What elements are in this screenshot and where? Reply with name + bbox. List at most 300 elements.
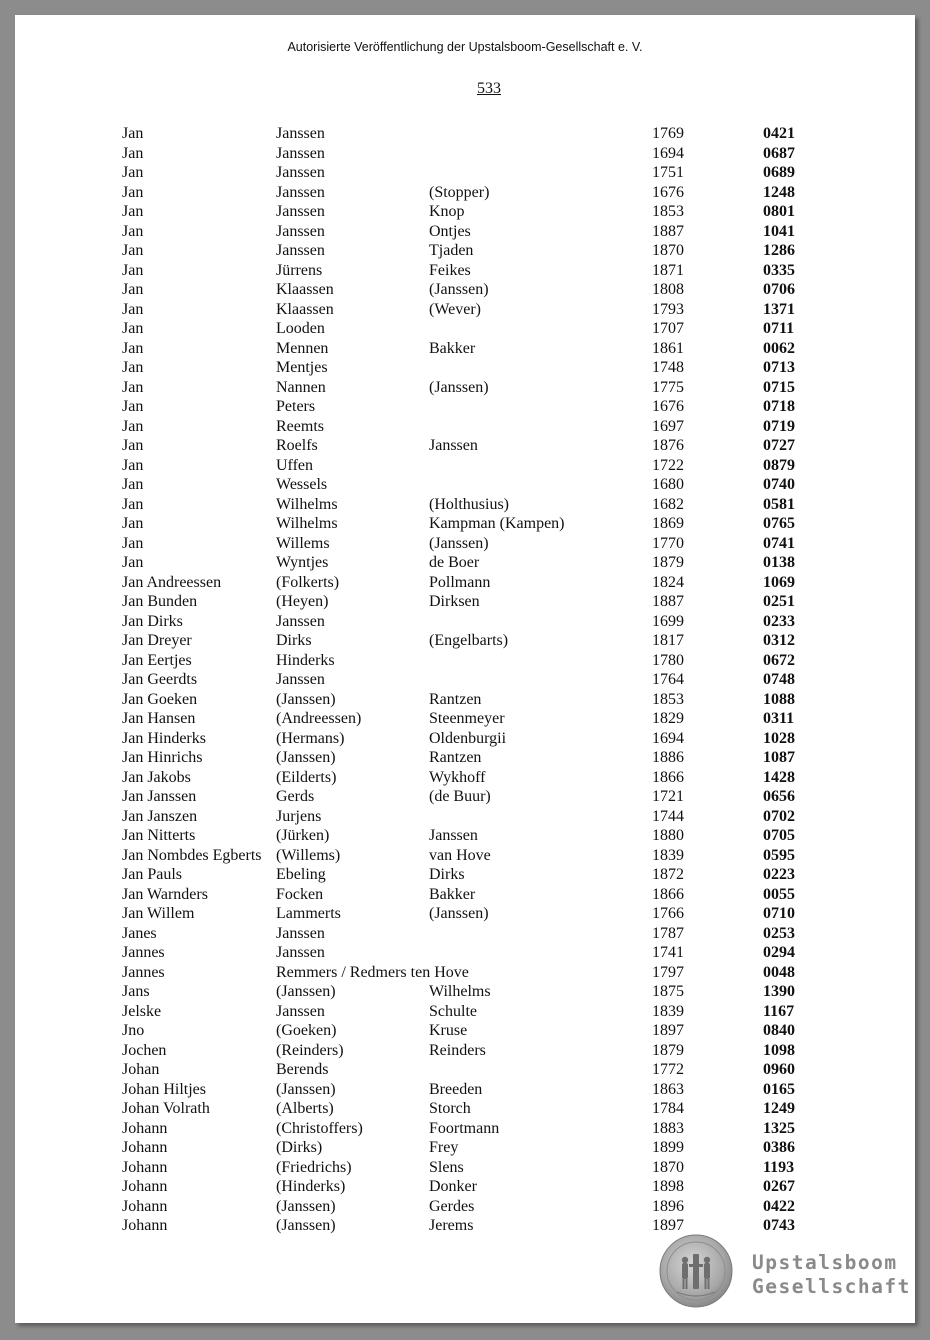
patronymic: Wyntjes: [276, 554, 329, 571]
given-name: Jan Pauls: [122, 866, 182, 883]
year: 1887: [652, 222, 684, 240]
given-name: Jans: [122, 983, 150, 1000]
record-number: 0706: [763, 281, 795, 298]
list-item: [0, 319, 930, 339]
list-item: [0, 1138, 930, 1158]
surname: (Janssen): [429, 281, 489, 298]
list-item: [0, 397, 930, 417]
year: 1764: [652, 671, 684, 688]
given-name: Jan Andreessen: [122, 573, 222, 591]
record-number: 1286: [763, 242, 795, 259]
list-item: [0, 904, 930, 924]
record-number: 0687: [763, 144, 795, 162]
patronymic: (Dirks): [276, 1139, 323, 1156]
given-name: Jan Dreyer: [122, 632, 192, 649]
patronymic: Janssen: [276, 944, 325, 961]
list-item: [0, 943, 930, 963]
surname: Wilhelms: [429, 983, 491, 1000]
record-number: 0705: [763, 827, 795, 844]
year: 1817: [652, 632, 684, 649]
patronymic: Ebeling: [276, 866, 326, 883]
patronymic: (Friedrichs): [276, 1158, 352, 1176]
publisher-header: Autorisierte Veröffentlichung der Upstalsboom-Gesellschaft e. V.: [287, 40, 643, 54]
surname: Janssen: [429, 827, 478, 844]
list-item: [0, 729, 930, 749]
list-item: [0, 768, 930, 788]
given-name: Jan Bunden: [122, 593, 198, 610]
surname: (Janssen): [429, 905, 489, 922]
list-item: [0, 280, 930, 300]
surname: Ontjes: [429, 222, 471, 240]
list-item: [0, 651, 930, 671]
record-number: 1193: [763, 1158, 795, 1176]
patronymic: (Janssen): [276, 1217, 336, 1234]
patronymic: (Christoffers): [276, 1119, 363, 1137]
given-name: Johann: [122, 1158, 168, 1176]
year: 1897: [652, 1022, 684, 1039]
patronymic: Peters: [276, 398, 316, 415]
patronymic: (Alberts): [276, 1100, 334, 1117]
record-number: 0421: [763, 125, 795, 142]
surname: Gerdes: [429, 1197, 475, 1215]
given-name: Jan: [122, 183, 144, 201]
surname: Oldenburgii: [429, 729, 507, 747]
record-number: 0233: [763, 612, 795, 630]
patronymic: Nannen: [276, 378, 326, 396]
list-item: [0, 1177, 930, 1197]
given-name: Jan Nitterts: [122, 827, 196, 844]
patronymic: Dirks: [276, 632, 312, 649]
surname: Pollmann: [429, 573, 491, 591]
record-number: 1371: [763, 300, 795, 318]
surname: Wykhoff: [429, 768, 486, 786]
surname: (Janssen): [429, 378, 489, 396]
year: 1829: [652, 710, 684, 727]
society-logo-text: [752, 1251, 911, 1299]
record-number: 1088: [763, 690, 795, 708]
list-item: [0, 124, 930, 144]
year: 1676: [652, 398, 684, 415]
surname: Foortmann: [429, 1119, 500, 1137]
list-item: [0, 553, 930, 573]
patronymic: (Reinders): [276, 1041, 344, 1059]
surname: Slens: [429, 1158, 464, 1176]
list-item: [0, 885, 930, 905]
given-name: Jochen: [122, 1041, 167, 1059]
list-item: [0, 300, 930, 320]
list-item: [0, 748, 930, 768]
year: 1880: [652, 827, 684, 844]
patronymic: (Jürken): [276, 827, 330, 844]
record-number: 0719: [763, 417, 795, 435]
given-name: Jan Janszen: [122, 807, 198, 825]
given-name: Jannes: [122, 963, 165, 981]
patronymic: Reemts: [276, 417, 324, 435]
year: 1887: [652, 593, 684, 610]
surname: Rantzen: [429, 690, 482, 708]
year: 1694: [652, 144, 684, 162]
list-item: [0, 514, 930, 534]
given-name: Jan Eertjes: [122, 651, 192, 669]
year: 1898: [652, 1178, 684, 1195]
year: 1697: [652, 417, 684, 435]
surname: Knop: [429, 203, 465, 220]
patronymic: Lammerts: [276, 905, 341, 922]
record-number: 1390: [763, 983, 795, 1000]
page-number: 533: [477, 80, 501, 97]
surname: Rantzen: [429, 749, 482, 766]
surname: van Hove: [429, 846, 491, 864]
patronymic: Klaassen: [276, 300, 334, 318]
list-item: [0, 222, 930, 242]
surname: Bakker: [429, 885, 476, 903]
surname: (Engelbarts): [429, 632, 509, 649]
patronymic: (Janssen): [276, 690, 336, 708]
patronymic: Gerds: [276, 788, 315, 805]
record-number: 1041: [763, 222, 795, 240]
list-item: [0, 573, 930, 593]
list-item: [0, 241, 930, 261]
given-name: Jan: [122, 398, 144, 415]
patronymic: (Hinderks): [276, 1178, 346, 1195]
patronymic: Janssen: [276, 242, 325, 259]
year: 1780: [652, 651, 684, 669]
given-name: Johann: [122, 1139, 168, 1156]
given-name: Jan: [122, 476, 144, 493]
patronymic: (Goeken): [276, 1022, 337, 1039]
year: 1775: [652, 378, 684, 396]
patronymic: (Janssen): [276, 1080, 336, 1098]
list-item: [0, 826, 930, 846]
record-number: 0311: [763, 710, 795, 727]
year: 1808: [652, 281, 684, 298]
year: 1793: [652, 300, 684, 318]
record-number: 0710: [763, 905, 795, 922]
record-number: 0267: [763, 1178, 795, 1195]
year: 1879: [652, 554, 684, 571]
year: 1721: [652, 788, 684, 805]
record-number: 0335: [763, 261, 795, 279]
record-number: 0801: [763, 203, 795, 220]
record-number: 0727: [763, 437, 795, 454]
year: 1766: [652, 905, 684, 922]
patronymic: (Janssen): [276, 1197, 336, 1215]
year: 1863: [652, 1080, 684, 1098]
surname: de Boer: [429, 554, 480, 571]
year: 1784: [652, 1100, 684, 1117]
patronymic: Janssen: [276, 144, 325, 162]
record-number: 1249: [763, 1100, 795, 1117]
list-item: [0, 456, 930, 476]
year: 1707: [652, 320, 684, 337]
list-item: [0, 1021, 930, 1041]
year: 1751: [652, 164, 684, 181]
record-number: 0253: [763, 924, 795, 942]
surname: Dirksen: [429, 593, 480, 610]
record-number: 0840: [763, 1022, 795, 1039]
list-item: [0, 924, 930, 944]
record-number: 1167: [763, 1002, 795, 1020]
list-item: [0, 982, 930, 1002]
year: 1824: [652, 573, 684, 591]
patronymic: (Janssen): [276, 983, 336, 1000]
given-name: Johan: [122, 1061, 160, 1078]
given-name: Jan: [122, 320, 144, 337]
year: 1722: [652, 456, 684, 474]
record-number: 0743: [763, 1217, 795, 1234]
given-name: Jan: [122, 495, 144, 513]
given-name: Jan: [122, 515, 144, 532]
year: 1876: [652, 437, 684, 454]
year: 1883: [652, 1119, 684, 1137]
given-name: Jan: [122, 554, 144, 571]
record-number: 1028: [763, 729, 795, 747]
year: 1741: [652, 944, 684, 961]
record-number: 1069: [763, 573, 795, 591]
patronymic: Janssen: [276, 924, 325, 942]
record-number: 0048: [763, 963, 795, 981]
year: 1694: [652, 729, 684, 747]
surname: Janssen: [429, 437, 478, 454]
surname: Dirks: [429, 866, 465, 883]
given-name: Jan: [122, 164, 144, 181]
surname: Donker: [429, 1178, 477, 1195]
given-name: Jan Hinrichs: [122, 749, 203, 766]
surname: Breeden: [429, 1080, 483, 1098]
given-name: Jan: [122, 203, 144, 220]
given-name: Jan Willem: [122, 905, 195, 922]
year: 1772: [652, 1061, 684, 1078]
patronymic: Wilhelms: [276, 515, 338, 532]
given-name: Johann: [122, 1178, 168, 1195]
surname: (Stopper): [429, 183, 490, 201]
record-number: 0711: [763, 320, 795, 337]
logo-line-2: Gesellschaft: [752, 1275, 911, 1298]
surname: Kruse: [429, 1022, 468, 1039]
patronymic: (Eilderts): [276, 768, 337, 786]
patronymic: (Folkerts): [276, 573, 340, 591]
record-number: 0689: [763, 164, 795, 181]
list-item: [0, 612, 930, 632]
record-number: 0960: [763, 1061, 795, 1078]
list-item: [0, 1216, 930, 1236]
patronymic: Focken: [276, 885, 324, 903]
patronymic: Remmers / Redmers ten Hove: [276, 963, 469, 981]
list-item: [0, 865, 930, 885]
list-item: [0, 1158, 930, 1178]
year: 1744: [652, 807, 684, 825]
record-number: 0702: [763, 807, 795, 825]
list-item: [0, 1119, 930, 1139]
record-number: 0581: [763, 495, 795, 513]
record-number: 0879: [763, 456, 795, 474]
list-item: [0, 690, 930, 710]
list-item: [0, 475, 930, 495]
record-number: 0713: [763, 359, 795, 376]
record-number: 0223: [763, 866, 795, 883]
logo-line-1: Upstalsboom: [752, 1251, 898, 1274]
patronymic: (Janssen): [276, 749, 336, 766]
patronymic: Roelfs: [276, 437, 318, 454]
year: 1866: [652, 885, 684, 903]
record-number: 0672: [763, 651, 795, 669]
list-item: [0, 592, 930, 612]
given-name: Jan Geerdts: [122, 671, 198, 688]
patronymic: Jürrens: [276, 261, 323, 279]
surname: Steenmeyer: [429, 710, 505, 727]
patronymic: Janssen: [276, 203, 325, 220]
surname: (Janssen): [429, 534, 489, 552]
list-item: [0, 1041, 930, 1061]
given-name: Jan: [122, 417, 144, 435]
year: 1861: [652, 339, 684, 357]
surname: Bakker: [429, 339, 476, 357]
record-number: 0741: [763, 534, 795, 552]
patronymic: Uffen: [276, 456, 314, 474]
year: 1839: [652, 1002, 684, 1020]
surname: (de Buur): [429, 788, 491, 805]
given-name: Jan Jakobs: [122, 768, 191, 786]
surname: Schulte: [429, 1002, 477, 1020]
given-name: Jan Hinderks: [122, 729, 206, 747]
record-number: 0422: [763, 1197, 795, 1215]
year: 1699: [652, 612, 684, 630]
record-number: 0062: [763, 339, 795, 357]
record-number: 1428: [763, 768, 795, 786]
given-name: Jan: [122, 222, 144, 240]
year: 1853: [652, 690, 684, 708]
list-item: [0, 261, 930, 281]
year: 1896: [652, 1197, 684, 1215]
record-number: 0595: [763, 846, 795, 864]
given-name: Jan: [122, 534, 144, 552]
list-item: [0, 495, 930, 515]
genealogy-list: [0, 124, 930, 1236]
year: 1879: [652, 1041, 684, 1059]
record-number: 0748: [763, 671, 795, 688]
record-number: 0055: [763, 885, 795, 903]
year: 1870: [652, 1158, 684, 1176]
list-item: [0, 787, 930, 807]
patronymic: Berends: [276, 1061, 329, 1078]
patronymic: Janssen: [276, 222, 325, 240]
record-number: 1248: [763, 183, 795, 201]
list-item: [0, 534, 930, 554]
given-name: Jan: [122, 300, 144, 318]
list-item: [0, 202, 930, 222]
record-number: 0765: [763, 515, 795, 532]
year: 1839: [652, 846, 684, 864]
surname: Frey: [429, 1139, 459, 1156]
year: 1853: [652, 203, 684, 220]
patronymic: Willems: [276, 534, 330, 552]
patronymic: Klaassen: [276, 281, 334, 298]
patronymic: Janssen: [276, 1002, 325, 1020]
list-item: [0, 417, 930, 437]
list-item: [0, 339, 930, 359]
list-item: [0, 631, 930, 651]
list-item: [0, 358, 930, 378]
given-name: Jan: [122, 339, 144, 357]
society-seal-icon: [659, 1234, 733, 1308]
surname: Kampman (Kampen): [429, 515, 565, 532]
year: 1797: [652, 963, 684, 981]
patronymic: Janssen: [276, 164, 325, 181]
given-name: Johan Volrath: [122, 1100, 210, 1117]
given-name: Jan: [122, 359, 144, 376]
given-name: Jan Janssen: [122, 788, 197, 805]
record-number: 0715: [763, 378, 795, 396]
year: 1897: [652, 1217, 684, 1234]
patronymic: (Andreessen): [276, 710, 362, 727]
year: 1875: [652, 983, 684, 1000]
year: 1872: [652, 866, 684, 883]
patronymic: Jurjens: [276, 807, 322, 825]
given-name: Jan: [122, 261, 144, 279]
year: 1680: [652, 476, 684, 493]
list-item: [0, 1060, 930, 1080]
given-name: Jan: [122, 281, 144, 298]
surname: (Wever): [429, 300, 482, 318]
record-number: 0138: [763, 554, 795, 571]
given-name: Johan Hiltjes: [122, 1080, 206, 1098]
given-name: Jno: [122, 1022, 145, 1039]
year: 1787: [652, 924, 684, 942]
record-number: 0294: [763, 944, 795, 961]
list-item: [0, 163, 930, 183]
list-item: [0, 144, 930, 164]
record-number: 1098: [763, 1041, 795, 1059]
surname: Reinders: [429, 1041, 486, 1059]
record-number: 0386: [763, 1139, 795, 1156]
record-number: 0165: [763, 1080, 795, 1098]
given-name: Jan: [122, 378, 144, 396]
list-item: [0, 1002, 930, 1022]
year: 1870: [652, 242, 684, 259]
year: 1886: [652, 749, 684, 766]
given-name: Jan Nombdes Egberts: [122, 846, 262, 864]
record-number: 1087: [763, 749, 795, 766]
list-item: [0, 1197, 930, 1217]
list-item: [0, 1099, 930, 1119]
patronymic: (Hermans): [276, 729, 345, 747]
surname: Jerems: [429, 1217, 474, 1234]
year: 1748: [652, 359, 684, 376]
list-item: [0, 846, 930, 866]
year: 1899: [652, 1139, 684, 1156]
given-name: Jan: [122, 144, 144, 162]
given-name: Jan: [122, 437, 144, 454]
patronymic: (Willems): [276, 846, 341, 864]
given-name: Jan Hansen: [122, 710, 196, 727]
year: 1866: [652, 768, 684, 786]
patronymic: Mennen: [276, 339, 329, 357]
list-item: [0, 183, 930, 203]
list-item: [0, 1080, 930, 1100]
patronymic: Wilhelms: [276, 495, 338, 513]
given-name: Jan Dirks: [122, 612, 183, 630]
given-name: Jan: [122, 456, 144, 474]
patronymic: Janssen: [276, 183, 325, 201]
patronymic: Janssen: [276, 612, 325, 630]
patronymic: (Heyen): [276, 593, 329, 610]
year: 1682: [652, 495, 684, 513]
patronymic: Looden: [276, 320, 325, 337]
year: 1676: [652, 183, 684, 201]
patronymic: Janssen: [276, 671, 325, 688]
list-item: [0, 436, 930, 456]
surname: Tjaden: [429, 242, 474, 259]
